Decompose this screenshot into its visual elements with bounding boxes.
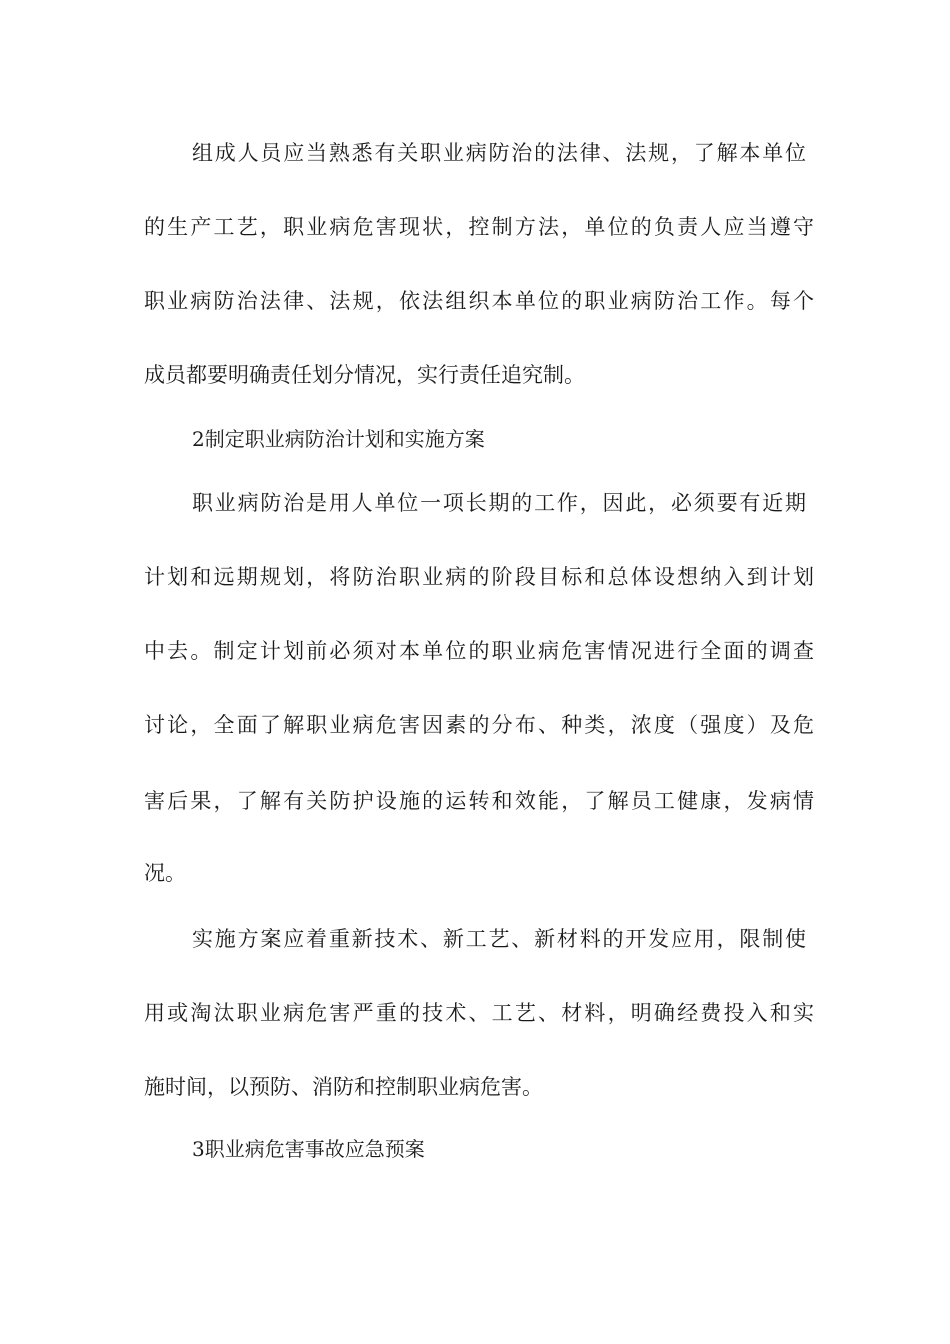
paragraph-line: 的生产工艺，职业病危害现状，控制方法，单位的负责人应当遵守 xyxy=(144,215,814,239)
paragraph-line: 讨论，全面了解职业病危害因素的分布、种类，浓度（强度）及危 xyxy=(144,713,814,737)
paragraph-line: 职业病防治是用人单位一项长期的工作，因此，必须要有近期 xyxy=(192,491,806,515)
paragraph-line: 害后果，了解有关防护设施的运转和效能，了解员工健康，发病情 xyxy=(144,789,814,813)
paragraph-line: 职业病防治法律、法规，依法组织本单位的职业病防治工作。每个 xyxy=(144,289,814,313)
paragraph-line: 计划和远期规划，将防治职业病的阶段目标和总体设想纳入到计划 xyxy=(144,565,814,589)
paragraph-line: 施时间，以预防、消防和控制职业病危害。 xyxy=(144,1075,543,1099)
paragraph-line: 实施方案应着重新技术、新工艺、新材料的开发应用，限制使 xyxy=(192,927,806,951)
paragraph-line: 组成人员应当熟悉有关职业病防治的法律、法规，了解本单位 xyxy=(192,141,806,165)
section-heading: 2制定职业病防治计划和实施方案 xyxy=(192,427,485,451)
paragraph-line: 况。 xyxy=(144,861,186,885)
section-heading: 3职业病危害事故应急预案 xyxy=(192,1137,425,1161)
paragraph-line: 成员都要明确责任划分情况，实行责任追究制。 xyxy=(144,363,585,387)
paragraph-line: 用或淘汰职业病危害严重的技术、工艺、材料，明确经费投入和实 xyxy=(144,1001,814,1025)
paragraph-line: 中去。制定计划前必须对本单位的职业病危害情况进行全面的调查 xyxy=(144,639,814,663)
